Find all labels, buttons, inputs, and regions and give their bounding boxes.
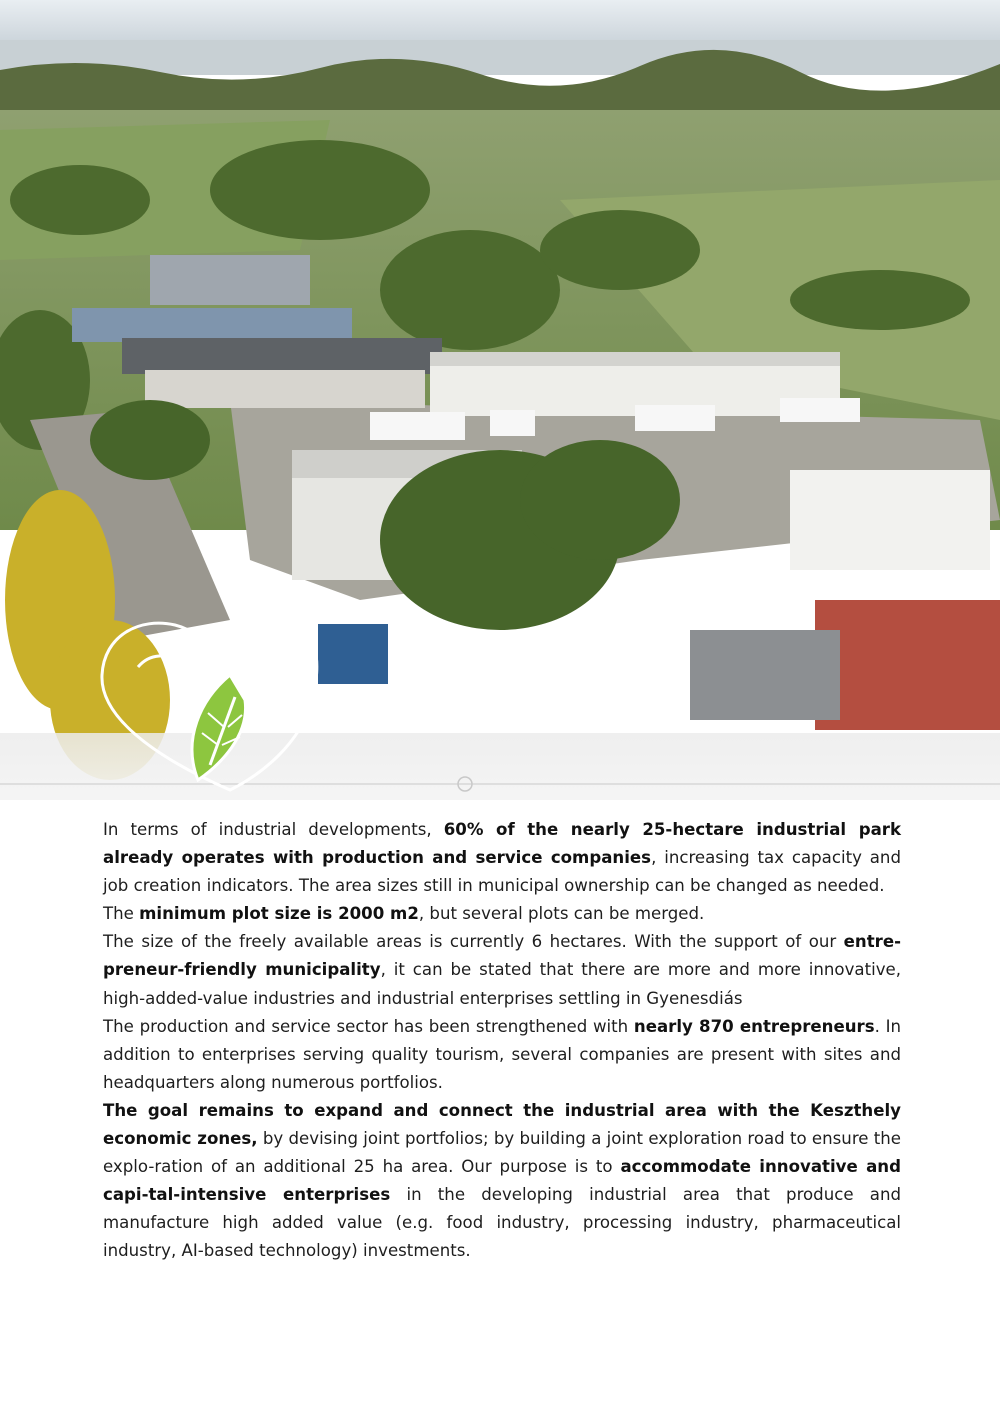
text-run: The size of the freely available areas is currently 6 hectares. With the support of our [103, 932, 844, 952]
text-run: , it can be stated that there are more and more innovative, high-added-value industries and industrial enterprises settling in Gyenesdiás [103, 960, 901, 1008]
text-run: The production and service sector has been strengthened with [103, 1016, 634, 1036]
text-run: In terms of industrial developments, [103, 820, 444, 839]
text-run: by devising joint portfolios; by building a joint exploration road to ensure the explo-ration of an additional 25 ha area. Our purpose is to [103, 1129, 901, 1177]
bold-highlight: accommodate innovative and capi-tal-intensive enterprises [103, 1157, 901, 1205]
text-run: , increasing tax capacity and job creation indicators. The area sizes still in municipal ownership can be changed as needed. [103, 848, 901, 896]
text-run: The [103, 904, 140, 924]
text-run: in the developing industrial area that produce and manufacture high added value (e.g. food industry, processing industry, pharmaceutical industry, AI-based technology) investments. [103, 1185, 901, 1261]
heart-leaf-icon [90, 605, 350, 800]
text-run: . In addition to enterprises serving quality tourism, several companies are present with sites and headquarters along numerous portfolios. [103, 1016, 901, 1092]
paragraph-goal [103, 1097, 901, 1266]
bold-highlight: nearly 870 entrepreneurs [633, 1016, 875, 1036]
bold-highlight: The goal remains to expand and connect the industrial area with the Keszthely economic zones, [103, 1100, 901, 1149]
bold-highlight: entre-preneur-friendly municipality [103, 932, 901, 980]
body-text [103, 816, 901, 1266]
bold-highlight: minimum plot size is 2000 m2 [139, 904, 419, 924]
paragraph-entrepreneurs [103, 1013, 901, 1097]
paragraph-industrial-park [103, 816, 901, 900]
paragraph-available-areas [103, 928, 901, 1012]
bold-highlight: 60% of the nearly 25-hectare industrial park already operates with production and service companies [103, 820, 901, 868]
text-run: , but several plots can be merged. [418, 904, 705, 924]
paragraph-plot-size [103, 900, 901, 928]
